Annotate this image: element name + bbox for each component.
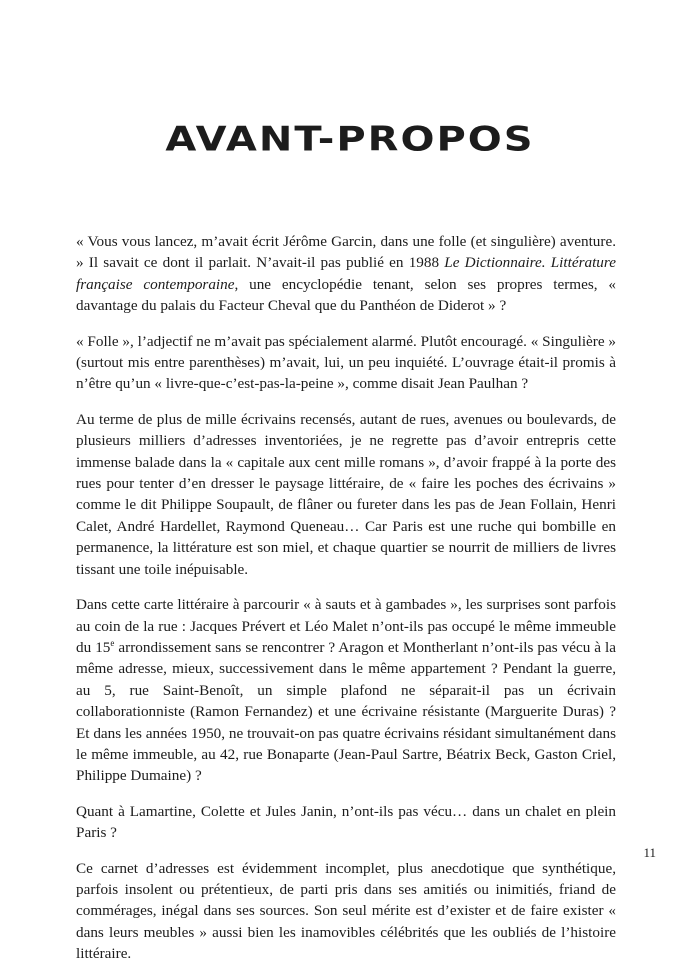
paragraph-2: « Folle », l’adjectif ne m’avait pas spécialement alarmé. Plutôt encouragé. « Singulière » (surtout mis entre parenthèses) m’avait, lui, un peu inquiété. L’ouvrage était-il promis à n’être qu’un « livre-que-c’est-pas-la-peine », comme disait Jean Paulhan ? (76, 332, 616, 393)
paragraph-6: Ce carnet d’adresses est évidemment incomplet, plus anecdotique que synthétique, parfois insolent ou prétentieux, de parti pris dans ses amitiés ou inimitiés, friand de commérages, inégal dans ses sources. Son seul mérite est d’exister et de faire exister « dans leurs meubles » aussi bien les inamovibles célébrités que les oubliés de l’histoire littéraire. (76, 859, 616, 963)
paragraph-1-text-a: « Vous vous lancez, m’avait écrit Jérôme Garcin, dans une folle (et singulière) aventure. » Il savait ce dont il parlait. N’avait-il pas publié en 1988 (76, 233, 616, 272)
page-number: 11 (643, 845, 656, 860)
paragraph-1 (76, 231, 616, 317)
paragraph-4-text-b: arrondissement sans se rencontrer ? Aragon et Montherlant n’ont-ils pas vécu à la même adresse, mieux, successivement dans le même appartement ? Pendant la guerre, au 5, rue Saint-Benoît, un simple plafond ne séparait-il pas un écrivain collaborationniste (Ramon Fernandez) et une écrivaine résistante (Marguerite Duras) ? Et dans les années 1950, ne trouvait-on pas quatre écrivains résidant simultanément dans le même immeuble, au 42, rue Bonaparte (Jean-Paul Sartre, Béatrix Beck, Gaston Criel, Philippe Dumaine) ? (76, 638, 617, 785)
book-title-italic: Le Dictionnaire. Littérature française contemporaine (76, 254, 616, 293)
paragraph-5: Quant à Lamartine, Colette et Jules Janin, n’ont-ils pas vécu… dans un chalet en plein Paris ? (76, 802, 616, 842)
paragraph-4-text-a: Dans cette carte littéraire à parcourir « à sauts et à gambades », les surprises sont parfois au coin de la rue : Jacques Prévert et Léo Malet n’ont-ils pas occupé le même immeuble du 15 (76, 596, 616, 656)
paragraph-1-text-c: , une encyclopédie tenant, selon ses propres termes, « davantage du palais du Facteur Cheval que du Panthéon de Diderot » ? (76, 275, 616, 315)
paragraph-3: Au terme de plus de mille écrivains recensés, autant de rues, avenues ou boulevards, de plusieurs milliers d’adresses inventoriées, je ne regrette pas d’avoir entrepris cette immense balade dans la « capitale aux cent mille romans », d’avoir frappé à la porte des rues pour tenter d’en dresser le paysage littéraire, de « faire les poches des écrivains » comme le dit Philippe Soupault, de flâner ou fureter dans les pas de Jean Follain, Henri Calet, André Hardellet, Raymond Queneau… Car Paris est une ruche qui bombille en permanence, la littérature est son miel, et chaque quartier se nourrit de milliers de livres tissant une toile inépuisable. (76, 410, 616, 578)
body-text (76, 231, 616, 965)
chapter-title: AVANT-PROPOS (165, 120, 535, 160)
ordinal-superscript: e (110, 637, 115, 648)
paragraph-4 (76, 594, 616, 787)
